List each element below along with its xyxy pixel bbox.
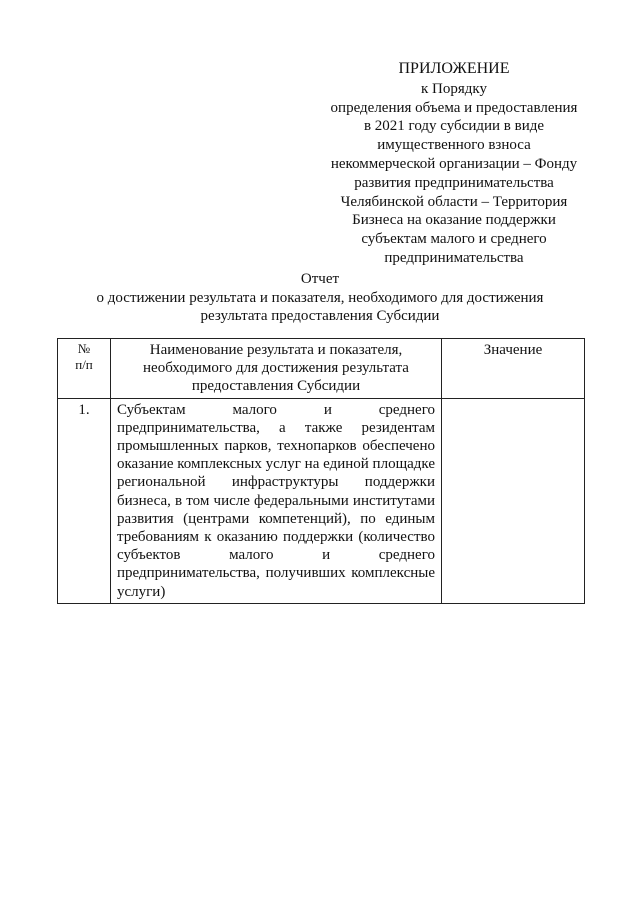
appendix-line: предпринимательства xyxy=(384,249,524,266)
appendix-line: имущественного взноса xyxy=(377,137,531,154)
appendix-line: в 2021 году субсидии в виде xyxy=(363,118,545,135)
appendix-block xyxy=(320,60,588,268)
row-value xyxy=(442,398,585,603)
row-name: Субъектам малого и среднего предпринимательства, а также резидентам промышленных парков, технопарков обеспечено оказание комплексных услуг на единой площадке региональной инфраструктуры поддержки бизнеса, в том числе федеральными институтами развития (центрами компетенций), по единым требованиям к оказанию поддержки (количество субъектов малого и среднего предпринимательства, получивших комплексные услуги) xyxy=(111,398,442,603)
report-subtitle-line: о достижении результата и показателя, необходимого для достижения xyxy=(96,289,544,306)
report-subtitle-line: результата предоставления Субсидии xyxy=(200,308,440,325)
appendix-line: субъектам малого и среднего xyxy=(361,231,547,248)
appendix-line: развития предпринимательства xyxy=(354,174,554,191)
header-number-abbr: п/п xyxy=(75,357,93,372)
appendix-line: к Порядку xyxy=(421,80,487,97)
header-value: Значение xyxy=(442,339,585,399)
appendix-line: определения объема и предоставления xyxy=(330,99,578,116)
appendix-heading: ПРИЛОЖЕНИЕ xyxy=(398,60,510,77)
report-title: Отчет xyxy=(300,271,340,287)
header-number-sign: № xyxy=(77,341,91,356)
appendix-line: Бизнеса на оказание поддержки xyxy=(352,212,556,229)
table-row xyxy=(58,398,585,603)
header-name: Наименование результата и показателя, необходимого для достижения результата предоставления Субсидии xyxy=(111,339,442,399)
row-number: 1. xyxy=(58,398,111,603)
report-table xyxy=(57,338,585,604)
table-header-row xyxy=(58,339,585,399)
appendix-line: Челябинской области – Территория xyxy=(340,193,568,210)
header-number xyxy=(58,339,111,399)
report-title-block xyxy=(40,270,600,326)
appendix-line: некоммерческой организации – Фонду xyxy=(330,155,578,172)
